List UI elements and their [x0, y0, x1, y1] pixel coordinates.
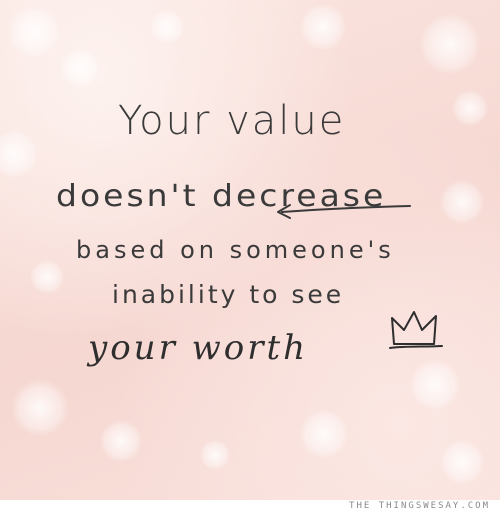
footer-bar [0, 500, 500, 515]
quote-line-4: inability to see [112, 280, 345, 309]
watermark: THE THINGSWESAY.COM [349, 501, 490, 511]
quote-line-2: doesn't decrease [56, 177, 387, 214]
quote-line-3: based on someone's [76, 236, 395, 264]
quote-line-5: your worth [88, 328, 309, 368]
quote-line-1: Your value [118, 98, 346, 144]
crown-icon [388, 306, 444, 352]
arrow-left-icon [272, 200, 412, 220]
